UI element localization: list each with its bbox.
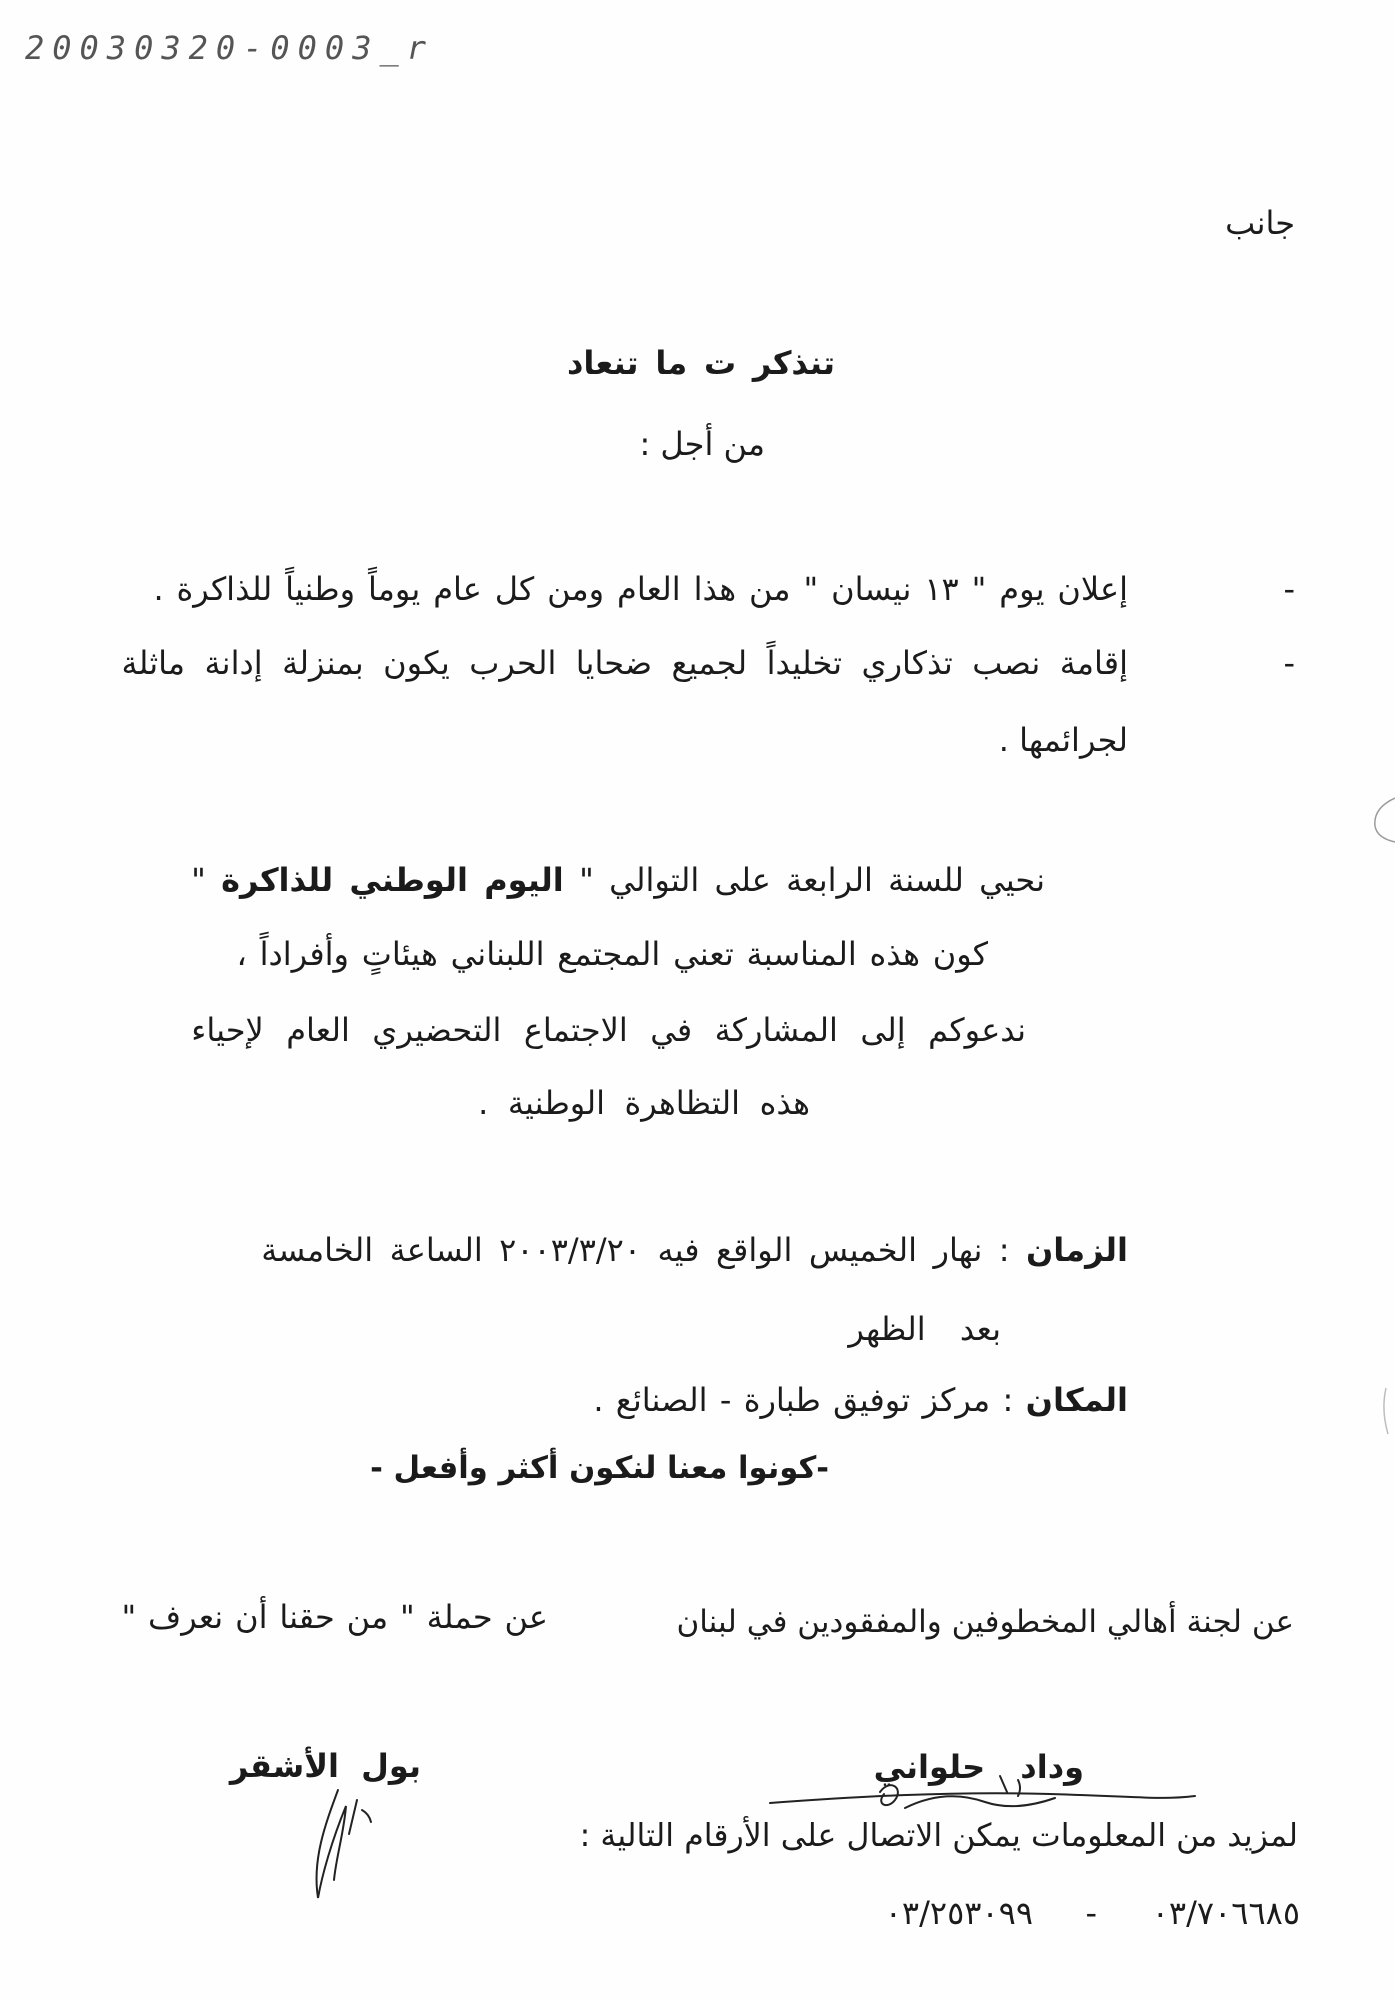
national-memory-day-highlight: اليوم الوطني للذاكرة xyxy=(221,861,564,899)
slogan: -كونوا معنا لنكون أكثر وأفعل - xyxy=(370,1451,829,1486)
time-value: : نهار الخميس الواقع فيه ٢٠٠٣/٣/٢٠ الساعة الخامسة xyxy=(261,1231,1010,1269)
phone-number-1: ٠٣/٧٠٦٦٨٥ xyxy=(1151,1894,1300,1932)
intro-line: من أجل : xyxy=(639,425,765,463)
addressee: جانب xyxy=(1225,204,1295,242)
handwritten-reference-number: 20030320-0003_r xyxy=(25,29,434,67)
letter-title: تنذكر ت ما تنعاد xyxy=(566,344,835,382)
invitation-line-2: كون هذه المناسبة تعني المجتمع اللبناني هيئاتٍ وأفراداً ، xyxy=(236,935,988,973)
invitation-lead: نحيي للسنة الرابعة على التوالي " xyxy=(579,861,1045,899)
invitation-line-3: ندعوكم إلى المشاركة في الاجتماع التحضيري العام لإحياء xyxy=(191,1011,1026,1049)
invitation-line-4: هذه التظاهرة الوطنية . xyxy=(478,1084,810,1122)
time-continuation: بعد الظهر xyxy=(848,1310,1001,1348)
time-label: الزمان xyxy=(1025,1231,1128,1269)
demand-2-line-1: إقامة نصب تذكاري تخليداً لجميع ضحايا الحرب يكون بمنزلة إدانة ماثلة xyxy=(121,644,1128,682)
bullet-dash-2: - xyxy=(1283,644,1295,682)
signature-stroke xyxy=(362,1810,371,1822)
signatory-committee-name: وداد حلواني xyxy=(873,1748,1084,1786)
invitation-line-1 xyxy=(191,858,1045,902)
signature-stroke xyxy=(316,1790,346,1898)
contact-intro: لمزيد من المعلومات يمكن الاتصال على الأرقام التالية : xyxy=(579,1818,1298,1854)
paper-edge-mark xyxy=(1375,798,1395,842)
demand-1-line-1: إعلان يوم " ١٣ نيسان " من هذا العام ومن كل عام يوماً وطنياً للذاكرة . xyxy=(153,570,1128,608)
signatory-campaign-name: بول الأشقر xyxy=(229,1747,421,1785)
demand-2-line-2: لجرائمها . xyxy=(998,721,1128,759)
paper-edge-mark xyxy=(1384,1388,1388,1434)
place-label: المكان xyxy=(1025,1381,1128,1419)
time-line xyxy=(261,1228,1128,1272)
signature-stroke xyxy=(770,1793,1195,1803)
phone-number-2: ٠٣/٢٥٣٠٩٩ xyxy=(884,1894,1033,1932)
place-line xyxy=(593,1378,1128,1422)
invitation-closing-quote: " xyxy=(191,861,206,899)
signature-paul-achkar xyxy=(316,1790,371,1898)
signature-stroke xyxy=(349,1800,357,1834)
bullet-dash-1: - xyxy=(1283,570,1295,608)
phone-separator: - xyxy=(1085,1894,1097,1932)
signatory-campaign-organization: عن حملة " من حقنا أن نعرف " xyxy=(121,1598,548,1636)
place-value: : مركز توفيق طبارة - الصنائع . xyxy=(593,1381,1014,1419)
signature-stroke xyxy=(905,1796,1055,1808)
signatory-committee-organization: عن لجنة أهالي المخطوفين والمفقودين في لبنان xyxy=(676,1604,1294,1640)
